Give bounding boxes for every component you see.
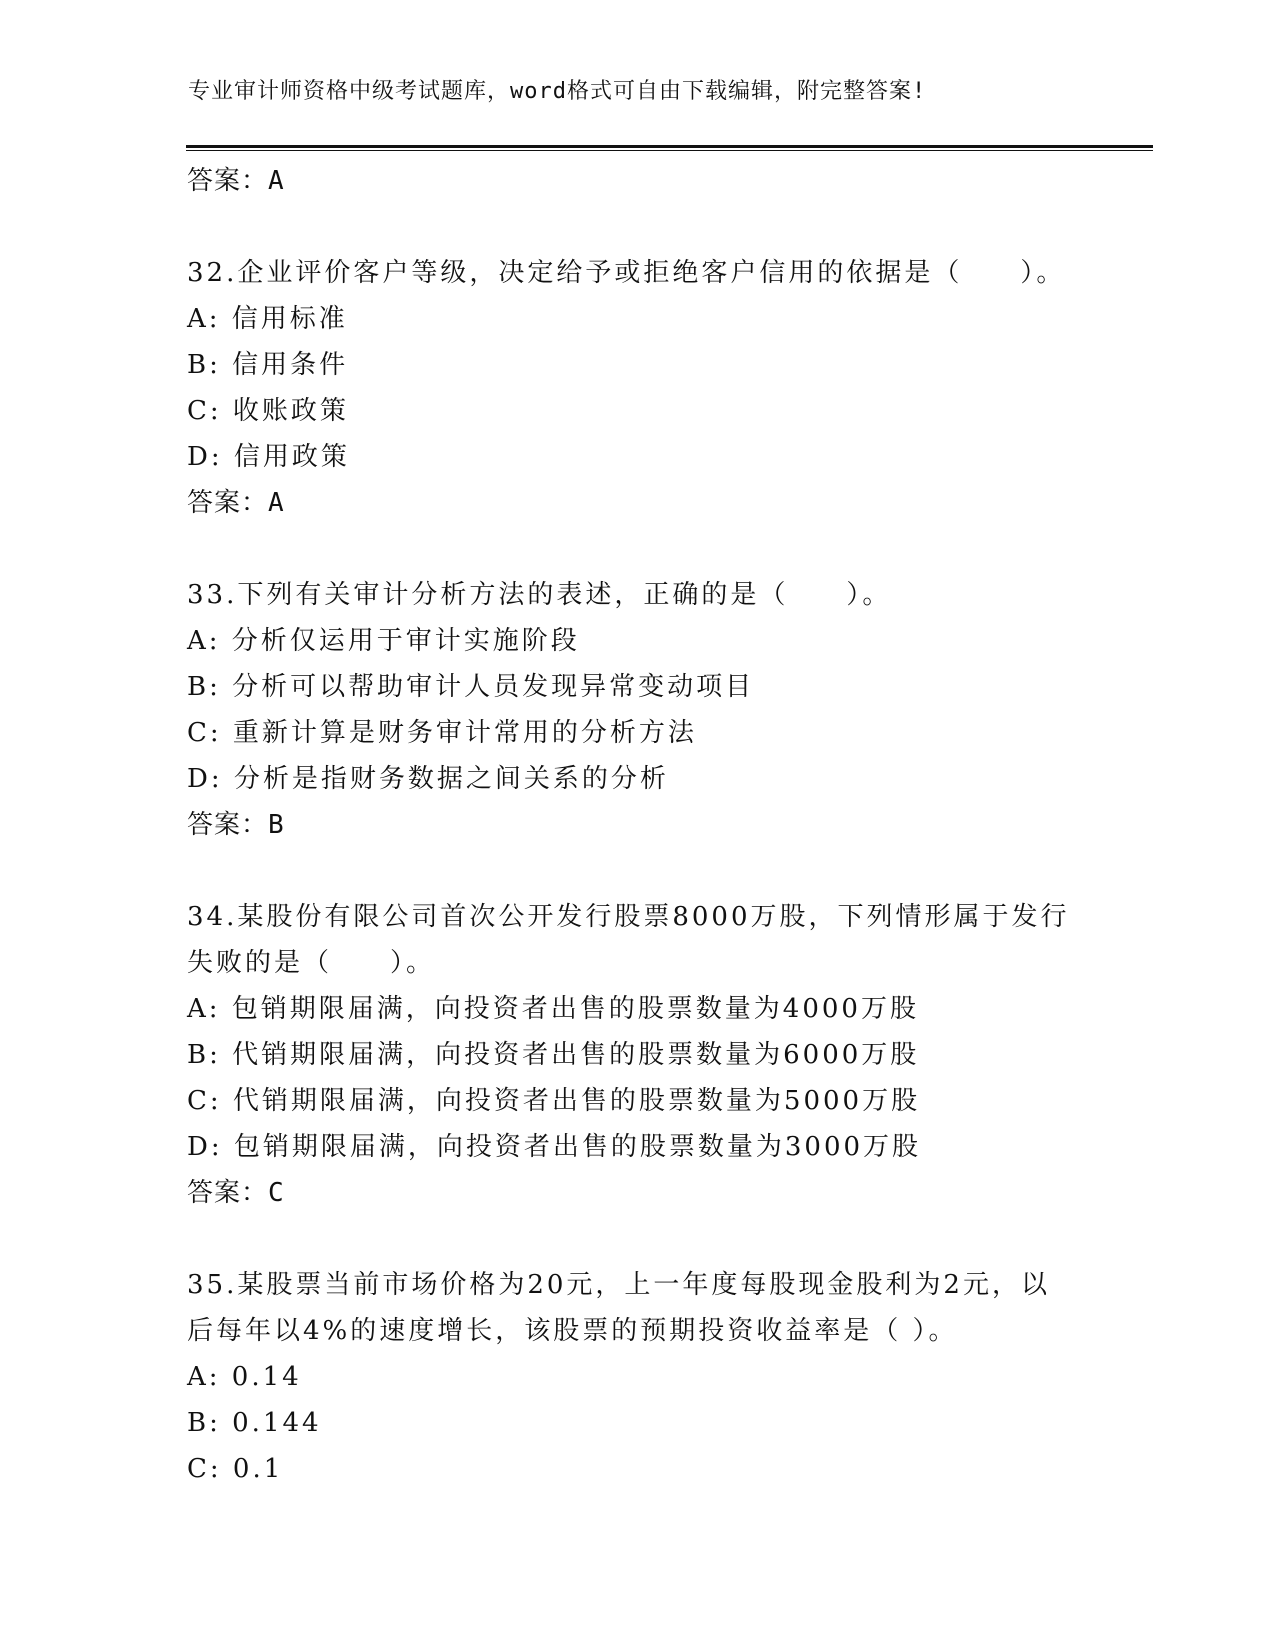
option-d: D: 分析是指财务数据之间关系的分析 xyxy=(187,764,669,794)
option-c: C: 收账政策 xyxy=(187,396,349,426)
option-d: D: 信用政策 xyxy=(187,442,350,472)
question-stem: 33.下列有关审计分析方法的表述，正确的是（ ）。 xyxy=(187,580,892,610)
question-34 xyxy=(187,894,1087,1216)
option-d: D: 包销期限届满，向投资者出售的股票数量为3000万股 xyxy=(187,1132,922,1162)
option-c: C: 代销期限届满，向投资者出售的股票数量为5000万股 xyxy=(187,1086,921,1116)
option-a: A: 包销期限届满，向投资者出售的股票数量为4000万股 xyxy=(187,994,919,1024)
question-stem-line-2: 失败的是（ ）。 xyxy=(187,948,436,978)
question-32 xyxy=(187,250,1087,526)
question-stem-line-1: 35.某股票当前市场价格为20元，上一年度每股现金股利为2元，以 xyxy=(187,1270,1050,1300)
option-b: B: 信用条件 xyxy=(187,350,349,380)
option-b: B: 0.144 xyxy=(187,1408,322,1438)
question-35 xyxy=(187,1262,1087,1492)
option-c: C: 0.1 xyxy=(187,1454,284,1484)
page-header: 专业审计师资格中级考试题库，word格式可自由下载编辑，附完整答案! xyxy=(188,79,927,104)
option-a: A: 信用标准 xyxy=(187,304,348,334)
spacer xyxy=(187,526,1087,572)
option-b: B: 代销期限届满，向投资者出售的股票数量为6000万股 xyxy=(187,1040,920,1070)
header-rule-thin xyxy=(186,150,1153,151)
header-rule-thick xyxy=(186,145,1153,148)
answer-line: 答案：A xyxy=(187,488,285,518)
question-stem-line-2: 后每年以4%的速度增长，该股票的预期投资收益率是（ ）。 xyxy=(187,1316,958,1346)
spacer xyxy=(187,1216,1087,1262)
option-c: C: 重新计算是财务审计常用的分析方法 xyxy=(187,718,697,748)
option-b: B: 分析可以帮助审计人员发现异常变动项目 xyxy=(187,672,755,702)
question-stem: 32.企业评价客户等级，决定给予或拒绝客户信用的依据是（ ）。 xyxy=(187,258,1066,288)
answer-line: 答案：C xyxy=(187,1178,285,1208)
option-a: A: 0.14 xyxy=(187,1362,302,1392)
spacer xyxy=(187,204,1087,250)
question-list xyxy=(187,158,1087,1492)
spacer xyxy=(187,848,1087,894)
answer-line: 答案：B xyxy=(187,810,285,840)
option-a: A: 分析仅运用于审计实施阶段 xyxy=(187,626,580,656)
question-33 xyxy=(187,572,1087,848)
question-stem-line-1: 34.某股份有限公司首次公开发行股票8000万股，下列情形属于发行 xyxy=(187,902,1070,932)
previous-answer: 答案：A xyxy=(187,166,285,196)
